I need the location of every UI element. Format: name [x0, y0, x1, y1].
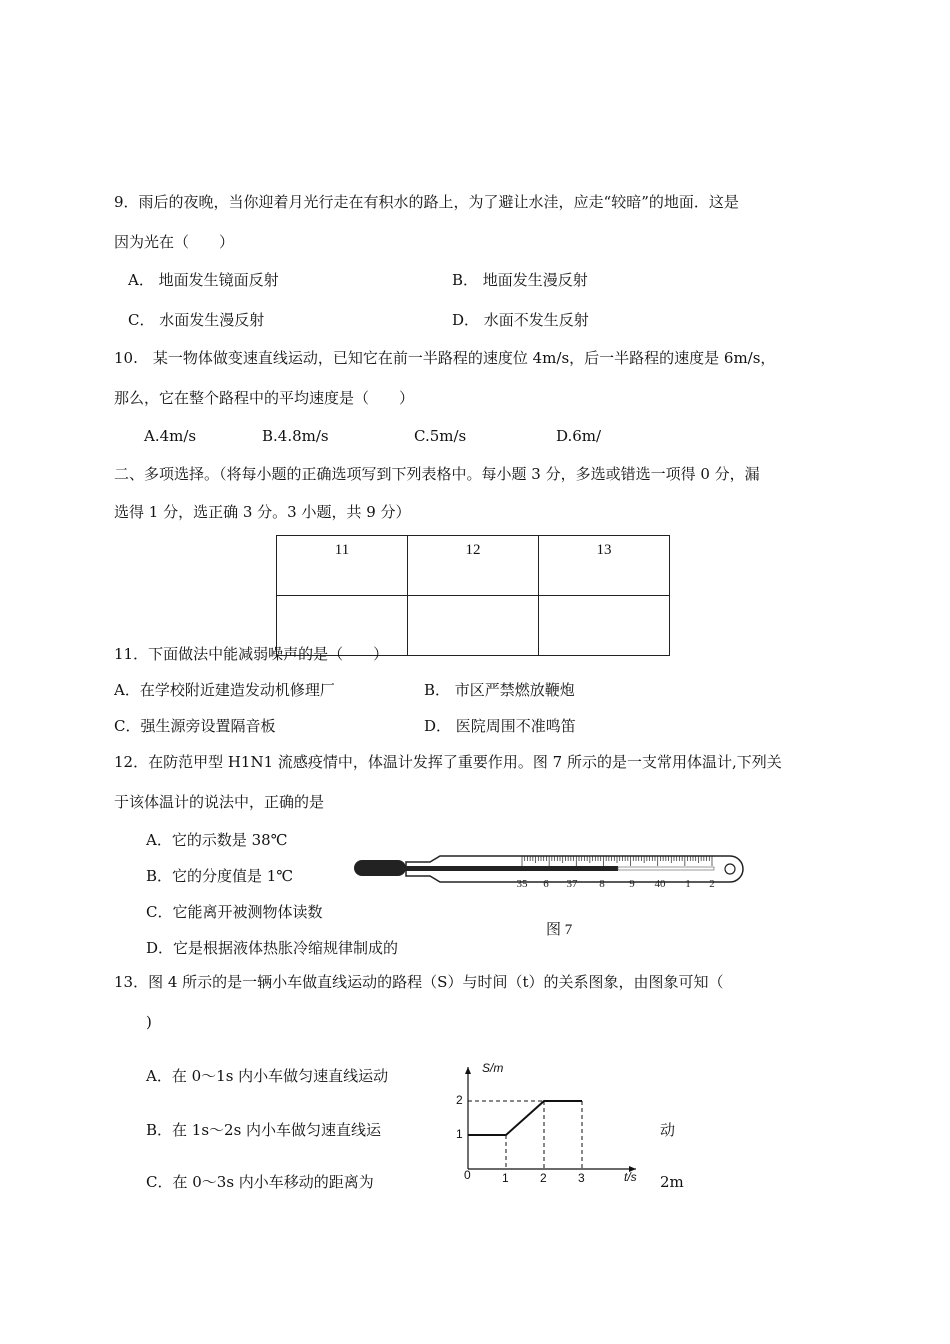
q13-option-c: C．在 0～3s 内小车移动的距离为	[146, 1173, 374, 1191]
origin-label: 0	[464, 1168, 471, 1182]
q10-option-b: B.4.8m/s	[262, 427, 329, 445]
q9-option-b: B． 地面发生漫反射	[452, 271, 588, 289]
answer-table	[276, 535, 670, 656]
scale-label-35: 35	[516, 878, 528, 890]
q12-stem-line1: 12．在防范甲型 H1N1 流感疫情中，体温计发挥了重要作用。图 7 所示的是一支常用体温计,下列关	[114, 753, 782, 771]
answer-cell-13[interactable]	[539, 596, 670, 656]
scale-label-40: 40	[654, 878, 666, 890]
scale-label-41: 1	[685, 878, 691, 890]
q9-option-c: C． 水面发生漫反射	[128, 311, 265, 329]
thermometer-bulb	[354, 860, 406, 876]
scale-label-38: 8	[599, 878, 605, 890]
q9-option-d: D． 水面不发生反射	[452, 311, 589, 329]
answer-table-header-11: 11	[277, 536, 408, 596]
q9-option-a: A． 地面发生镜面反射	[128, 271, 279, 289]
y-tick-label-2: 2	[456, 1093, 463, 1107]
x-tick-label-1: 1	[502, 1171, 509, 1185]
scale-label-42: 2	[709, 878, 715, 890]
q13-option-c-tail: 2m	[660, 1173, 684, 1191]
distance-time-line	[468, 1101, 582, 1135]
q10-option-c: C.5m/s	[414, 427, 467, 445]
section2-heading-line2: 选得 1 分，选正确 3 分。3 小题，共 9 分）	[114, 503, 411, 521]
q12-option-d: D．它是根据液体热胀冷缩规律制成的	[146, 939, 399, 957]
q10-option-a: A.4m/s	[144, 427, 197, 445]
q12-option-c: C．它能离开被测物体读数	[146, 903, 323, 921]
q11-option-b: B． 市区严禁燃放鞭炮	[424, 681, 575, 699]
q13-option-b: B．在 1s～2s 内小车做匀速直线运	[146, 1121, 382, 1139]
st-graph	[450, 1055, 650, 1195]
q10-option-d: D.6m/	[556, 427, 602, 445]
x-tick-label-3: 3	[578, 1171, 585, 1185]
q12-option-a: A．它的示数是 38℃	[146, 831, 288, 849]
q13-option-b-tail: 动	[660, 1121, 676, 1139]
q13-option-a: A．在 0～1s 内小车做匀速直线运动	[146, 1067, 389, 1085]
q9-stem-line2: 因为光在（ ）	[114, 233, 235, 251]
q11-option-a: A．在学校附近建造发动机修理厂	[114, 681, 335, 699]
q11-stem: 11．下面做法中能减弱噪声的是（ ）	[114, 645, 389, 663]
x-axis-label: t/s	[624, 1170, 637, 1184]
q9-stem-line1: 9．雨后的夜晚，当你迎着月光行走在有积水的路上，为了避让水洼，应走“较暗”的地面．这是	[114, 193, 739, 211]
x-tick-label-2: 2	[540, 1171, 547, 1185]
thermometer-figure	[350, 846, 750, 892]
q10-stem-line2: 那么，它在整个路程中的平均速度是（ ）	[114, 389, 415, 407]
scale-label-39: 9	[629, 878, 635, 890]
y-axis-arrow	[465, 1067, 471, 1074]
answer-cell-12[interactable]	[408, 596, 539, 656]
figure-7-caption: 图 7	[546, 922, 573, 938]
thermometer-mercury	[406, 866, 618, 871]
y-axis-label: S/m	[482, 1061, 504, 1075]
q13-stem-line1: 13．图 4 所示的是一辆小车做直线运动的路程（S）与时间（t）的关系图象，由图象可知（	[114, 973, 724, 991]
y-tick-label-1: 1	[456, 1127, 463, 1141]
q10-stem-line1: 10. 某一物体做变速直线运动，已知它在前一半路程的速度位 4m/s，后一半路程的速度是 6m/s，	[114, 349, 776, 367]
answer-table-header-12: 12	[408, 536, 539, 596]
q13-stem-line2: )	[146, 1013, 152, 1031]
section2-heading-line1: 二、多项选择。（将每小题的正确选项写到下列表格中。每小题 3 分，多选或错选一项得 0 分，漏	[114, 465, 760, 483]
q11-option-c: C．强生源旁设置隔音板	[114, 717, 276, 735]
scale-label-37: 37	[566, 878, 578, 890]
q12-option-b: B．它的分度值是 1℃	[146, 867, 294, 885]
q11-option-d: D． 医院周围不准鸣笛	[424, 717, 576, 735]
answer-table-header-13: 13	[539, 536, 670, 596]
q12-stem-line2: 于该体温计的说法中，正确的是	[114, 793, 325, 811]
scale-label-36: 6	[543, 878, 549, 890]
